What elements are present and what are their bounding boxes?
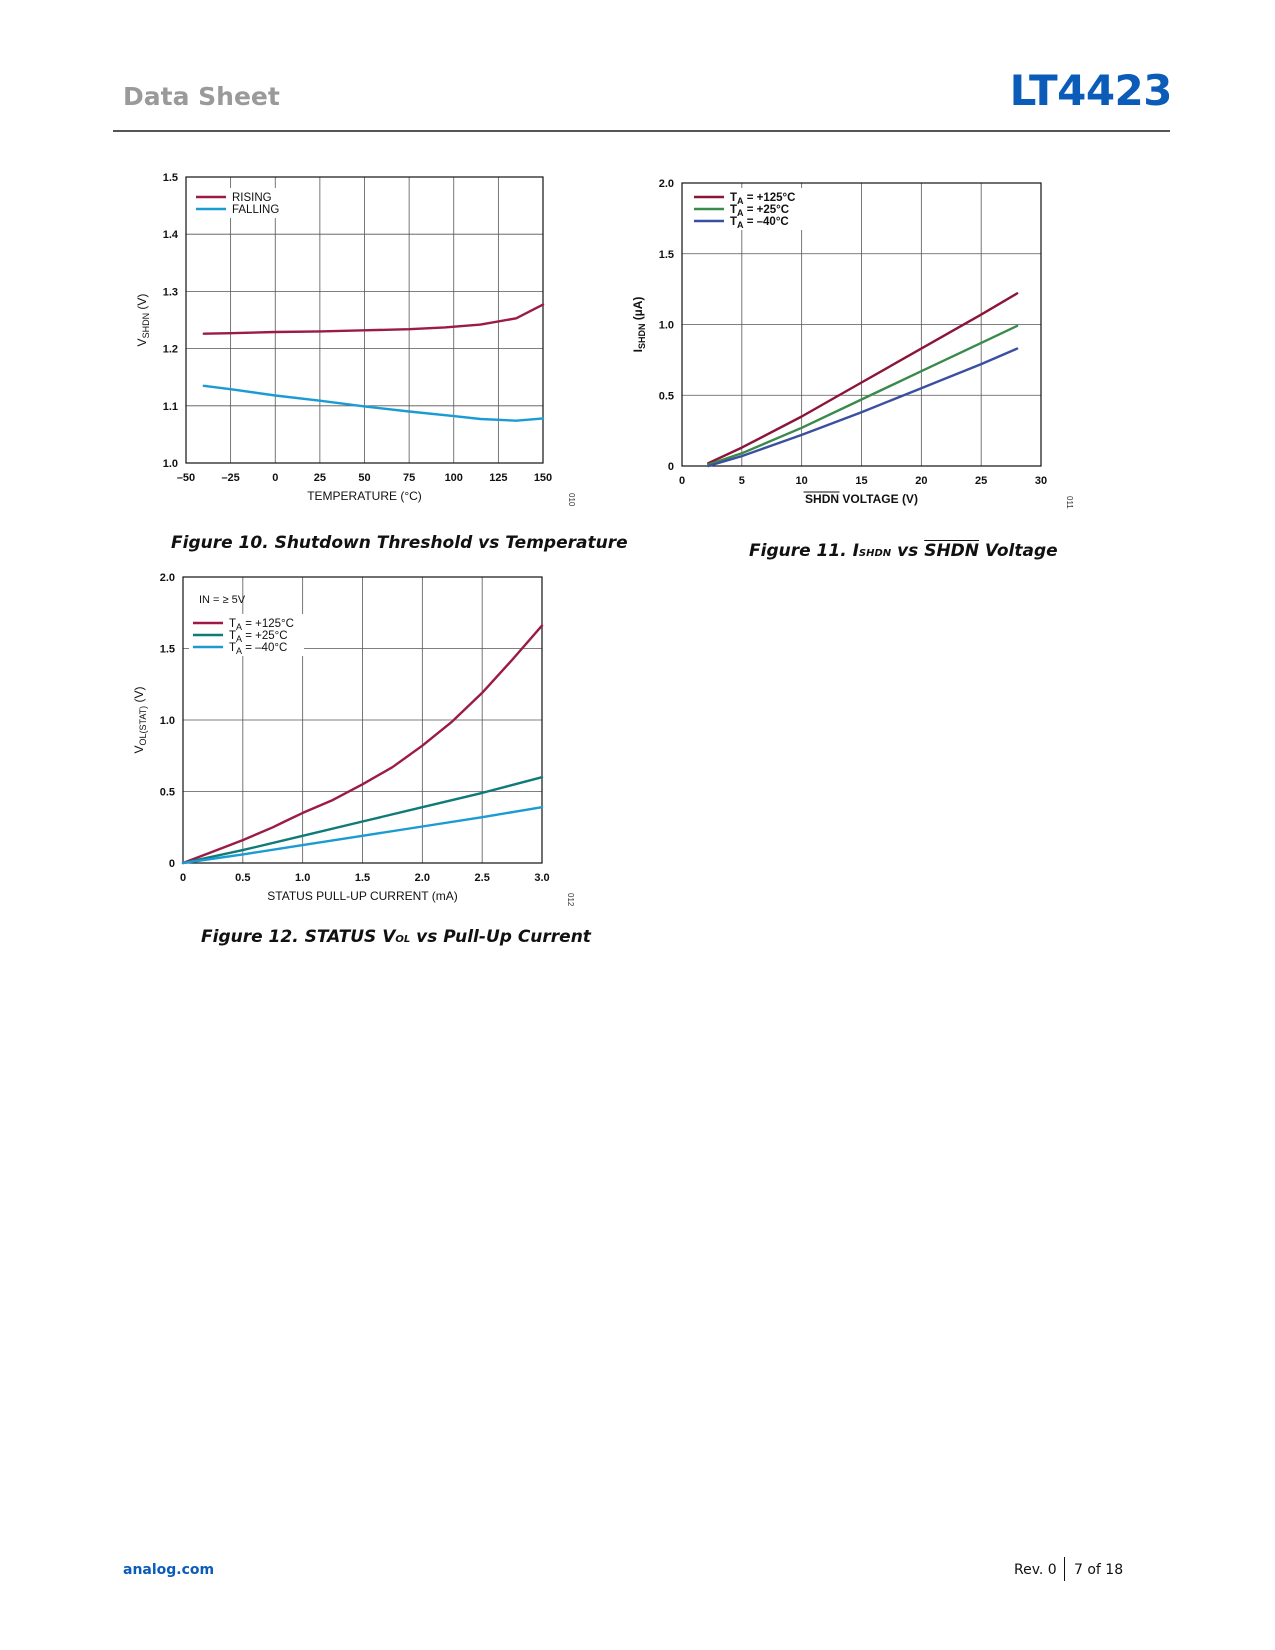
legend-label: $T_A = +125^\circ C$	[229, 618, 294, 632]
caption-subscript: SHDN	[858, 548, 892, 559]
y-tick-label: 1.0	[658, 319, 674, 332]
x-tick-label: 0	[272, 472, 279, 484]
footer-page-number: 7 of 18	[1074, 1562, 1124, 1578]
x-tick-label: 0	[678, 475, 686, 487]
y-tick-label: 0	[667, 461, 674, 473]
legend-label: FALLING	[232, 204, 280, 216]
footer-revision: Rev. 0	[1014, 1562, 1057, 1578]
x-tick-label: –50	[176, 472, 196, 484]
plot-group	[631, 178, 1074, 509]
chart-fig10	[120, 170, 600, 530]
y-axis-label: $V_{SHDN}$ (V)	[135, 293, 151, 347]
footer-divider	[1064, 1557, 1065, 1581]
y-tick-label: 2.0	[159, 572, 175, 584]
y-tick-label: 0.5	[658, 390, 674, 403]
x-tick-label: 15	[855, 475, 868, 487]
y-axis-label: $I_{SHDN}$ (µA)	[631, 296, 647, 353]
figure-code: 012	[566, 893, 575, 907]
footer-website-link[interactable]: analog.com	[123, 1562, 215, 1578]
figure-code: 011	[1065, 496, 1074, 509]
y-tick-label: 1.3	[162, 286, 178, 299]
doc-type-label: Data Sheet	[123, 82, 280, 111]
x-tick-label: 2.5	[474, 872, 490, 884]
part-number-title: LT4423	[1009, 66, 1172, 115]
caption-suffix: vs Pull-Up Current	[410, 927, 591, 947]
legend-label: $T_A = +25^\circ C$	[229, 630, 288, 644]
caption-overline: SHDN	[924, 541, 980, 561]
x-axis-label: TEMPERATURE (°C)	[307, 489, 422, 503]
x-tick-label: 25	[975, 475, 988, 487]
y-tick-label: 1.1	[162, 400, 178, 413]
caption-mid: vs	[891, 541, 925, 561]
x-tick-label: 100	[444, 472, 463, 484]
x-tick-label: 10	[795, 475, 808, 487]
x-axis-label: SHDN VOLTAGE (V)	[805, 492, 918, 506]
legend-label: $T_A = +125^\circ C$	[730, 192, 796, 206]
x-tick-label: 1.0	[295, 872, 311, 884]
y-tick-label: 1.5	[658, 248, 674, 261]
chart-fig12	[120, 565, 600, 925]
figure-11-caption	[749, 541, 1058, 561]
x-tick-label: 0	[179, 872, 187, 884]
x-tick-label: 50	[358, 472, 371, 484]
caption-prefix: Figure 12. STATUS V	[201, 927, 396, 947]
x-tick-label: 75	[403, 472, 416, 484]
y-tick-label: 2.0	[658, 178, 674, 190]
y-tick-label: 0.5	[159, 786, 175, 799]
legend-label: $T_A = -40^\circ C$	[229, 642, 288, 656]
y-tick-label: 1.0	[159, 715, 175, 727]
legend-label: $T_A = -40^\circ C$	[730, 216, 789, 230]
figure-12-caption	[201, 927, 591, 947]
figure-10-caption: Figure 10. Shutdown Threshold vs Temperature	[171, 533, 628, 553]
x-tick-label: 25	[313, 472, 326, 484]
y-tick-label: 1.4	[162, 229, 178, 242]
x-tick-label: 5	[738, 475, 745, 487]
x-axis-label: STATUS PULL-UP CURRENT (mA)	[267, 889, 458, 903]
legend-label: RISING	[232, 192, 272, 204]
header-divider	[113, 130, 1170, 132]
x-tick-label: –25	[221, 472, 240, 484]
y-tick-label: 0	[168, 858, 175, 870]
x-tick-label: 20	[915, 475, 928, 487]
x-tick-label: 2.0	[414, 872, 430, 884]
x-tick-label: 30	[1034, 475, 1048, 487]
legend-title: IN = ≥ 5V	[199, 594, 246, 606]
x-tick-label: 125	[489, 472, 508, 484]
caption-subscript: OL	[395, 934, 411, 945]
y-axis-label: $V_{OL(STAT)}$ (V)	[132, 686, 148, 754]
figure-code: 010	[567, 493, 576, 507]
x-tick-label: 3.0	[534, 872, 550, 884]
x-tick-label: 150	[533, 472, 553, 484]
plot-group	[135, 172, 576, 507]
y-tick-label: 1.5	[162, 172, 178, 184]
x-tick-label: 1.5	[354, 872, 371, 884]
y-tick-label: 1.5	[159, 643, 175, 656]
y-tick-label: 1.2	[162, 343, 178, 356]
legend-label: $T_A = +25^\circ C$	[730, 204, 790, 218]
x-tick-label: 0.5	[235, 872, 251, 884]
caption-prefix: Figure 11. I	[749, 541, 859, 561]
caption-suffix: Voltage	[979, 541, 1058, 561]
plot-group	[132, 572, 575, 907]
y-tick-label: 1.0	[162, 458, 178, 470]
